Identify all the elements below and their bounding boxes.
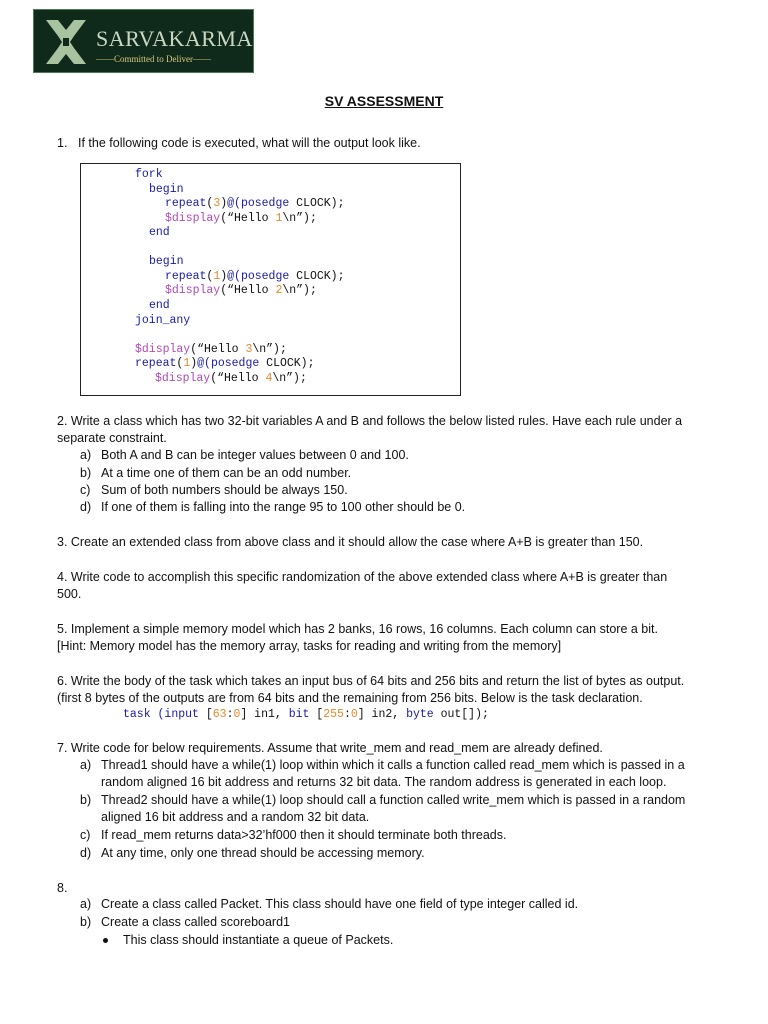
code-in2: ] in2, <box>357 708 407 721</box>
num-2: 2 <box>275 284 283 297</box>
bullet-dot-icon <box>103 938 108 943</box>
q1-number: 1. <box>57 136 68 150</box>
q4-line-1: 4. Write code to accomplish this specific randomization of the above extended class where A+B is greater than <box>57 570 668 584</box>
q8-a: Create a class called Packet. This class should have one field of type integer called id. <box>101 897 579 911</box>
kw-fork: fork <box>135 168 163 181</box>
kw-join-any: join_any <box>135 314 191 327</box>
code-bracket: [ <box>309 708 324 721</box>
q6-line-1: 6. Write the body of the task which takes an input bus of 64 bits and 256 bits and return the list of bytes as output. <box>57 674 685 688</box>
num-1: 1 <box>275 212 283 225</box>
code-hello-close: \n”); <box>252 343 287 356</box>
q3-text: 3. Create an extended class from above class and it should allow the case where A+B is greater than 150. <box>57 535 644 549</box>
kw-byte: byte <box>406 708 434 721</box>
q5-line-2: [Hint: Memory model has the memory array, tasks for reading and writing from the memory] <box>57 639 562 653</box>
q2-item-c: Sum of both numbers should be always 150. <box>101 483 348 497</box>
sarvakarma-logo <box>33 9 254 73</box>
code-hello-close: \n”); <box>282 284 317 297</box>
kw-end: end <box>149 299 170 312</box>
code-line-end-1 <box>149 226 170 240</box>
q2-item-d-label: d) <box>80 500 92 514</box>
num-63: 63 <box>212 708 227 721</box>
code-line-begin-2 <box>149 255 184 269</box>
q1-text: If the following code is executed, what will the output look like. <box>78 136 421 150</box>
q7-b-line-2: aligned 16 bit address and a random 32 bit data. <box>101 810 370 824</box>
kw-repeat: repeat <box>165 197 207 210</box>
q1-code-box <box>80 163 461 396</box>
code-line-repeat-2: repeat(1)@(posedge CLOCK); <box>165 270 345 283</box>
q7-a-label: a) <box>80 758 92 772</box>
kw-end: end <box>149 226 170 239</box>
code-hello: (“Hello <box>220 284 276 297</box>
page-title: SV ASSESSMENT <box>324 93 444 109</box>
num-1: 1 <box>183 357 191 370</box>
kw-repeat: repeat <box>165 270 207 283</box>
code-clock: CLOCK); <box>289 270 345 283</box>
q2-line-2: separate constraint. <box>57 431 167 445</box>
q7-a-line-2: random aligned 16 bit address and returns 32 bit data. The random address is generated in each loop. <box>101 775 667 789</box>
q5-line-1: 5. Implement a simple memory model which has 2 banks, 16 rows, 16 columns. Each column can store a bit. <box>57 622 658 636</box>
code-line-display-1 <box>165 212 317 226</box>
code-line-repeat-3: repeat(1)@(posedge CLOCK); <box>135 357 315 370</box>
code-colon: : <box>226 708 234 721</box>
q8-number: 8. <box>57 881 68 895</box>
num-3: 3 <box>213 197 221 210</box>
code-bracket: [ <box>198 708 213 721</box>
sys-display: $display <box>155 372 211 385</box>
kw-begin: begin <box>149 183 184 196</box>
code-clock: CLOCK); <box>289 197 345 210</box>
q7-c: If read_mem returns data>32’hf000 then it should terminate both threads. <box>101 828 507 842</box>
logo-brand-name: SARVAKARMA <box>96 26 253 51</box>
code-line-join-any <box>135 314 190 328</box>
q7-c-label: c) <box>80 828 91 842</box>
sys-display: $display <box>135 343 191 356</box>
q2-item-c-label: c) <box>80 483 91 497</box>
q2-line-1: 2. Write a class which has two 32-bit variables A and B and follows the below listed rules. Have each rule under a <box>57 414 683 428</box>
q2-item-b: At a time one of them can be an odd number. <box>101 466 352 480</box>
code-line-display-3 <box>135 343 287 357</box>
q6-line-2: (first 8 bytes of the outputs are from 64 bits and the remaining from 256 bits. Below is the task declaration. <box>57 691 643 705</box>
kw-input: (input <box>157 708 199 721</box>
q7-d-label: d) <box>80 846 92 860</box>
q8-b-label: b) <box>80 915 92 929</box>
code-colon: : <box>343 708 351 721</box>
kw-task: task <box>123 708 151 721</box>
q2-item-d: If one of them is falling into the range 95 to 100 other should be 0. <box>101 500 466 514</box>
kw-bit: bit <box>288 708 310 721</box>
code-line-begin-1 <box>149 183 184 197</box>
kw-posedge: @(posedge <box>227 270 290 283</box>
kw-posedge: @(posedge <box>227 197 290 210</box>
code-line-display-2 <box>165 284 317 298</box>
logo-tagline: ——Committed to Deliver—— <box>96 54 211 64</box>
q2-item-a-label: a) <box>80 448 92 462</box>
code-clock: CLOCK); <box>259 357 315 370</box>
q7-intro: 7. Write code for below requirements. Assume that write_mem and read_mem are already defined. <box>57 741 603 755</box>
num-0: 0 <box>350 708 358 721</box>
sys-display: $display <box>165 284 221 297</box>
code-line-end-2 <box>149 299 170 313</box>
kw-posedge: @(posedge <box>197 357 260 370</box>
num-0: 0 <box>233 708 241 721</box>
num-3: 3 <box>245 343 253 356</box>
q7-b-label: b) <box>80 793 92 807</box>
sys-display: $display <box>165 212 221 225</box>
q4-line-2: 500. <box>57 587 82 601</box>
q8-b-bullet: This class should instantiate a queue of Packets. <box>123 933 394 947</box>
code-hello-close: \n”); <box>272 372 307 385</box>
num-1: 1 <box>213 270 221 283</box>
q2-item-b-label: b) <box>80 466 92 480</box>
num-255: 255 <box>323 708 344 721</box>
kw-begin: begin <box>149 255 184 268</box>
num-4: 4 <box>265 372 273 385</box>
q6-task-declaration <box>123 706 489 723</box>
q7-d: At any time, only one thread should be accessing memory. <box>101 846 425 860</box>
code-line-repeat-1: repeat(3)@(posedge CLOCK); <box>165 197 345 210</box>
q7-a-line-1: Thread1 should have a while(1) loop within which it calls a function called read_mem which is passed in a <box>101 758 685 772</box>
code-hello: (“Hello <box>190 343 246 356</box>
q7-b-line-1: Thread2 should have a while(1) loop should call a function called write_mem which is passed in a random <box>101 793 686 807</box>
q8-b: Create a class called scoreboard1 <box>101 915 290 929</box>
code-line-display-4 <box>155 372 307 386</box>
kw-repeat: repeat <box>135 357 177 370</box>
code-hello-close: \n”); <box>282 212 317 225</box>
code-in1: ] in1, <box>240 708 289 721</box>
code-hello: (“Hello <box>210 372 266 385</box>
code-out: out[]); <box>433 708 489 721</box>
q2-item-a: Both A and B can be integer values between 0 and 100. <box>101 448 409 462</box>
code-line-fork <box>135 168 163 182</box>
q8-a-label: a) <box>80 897 92 911</box>
logo-cross-icon <box>42 16 90 68</box>
code-hello: (“Hello <box>220 212 276 225</box>
